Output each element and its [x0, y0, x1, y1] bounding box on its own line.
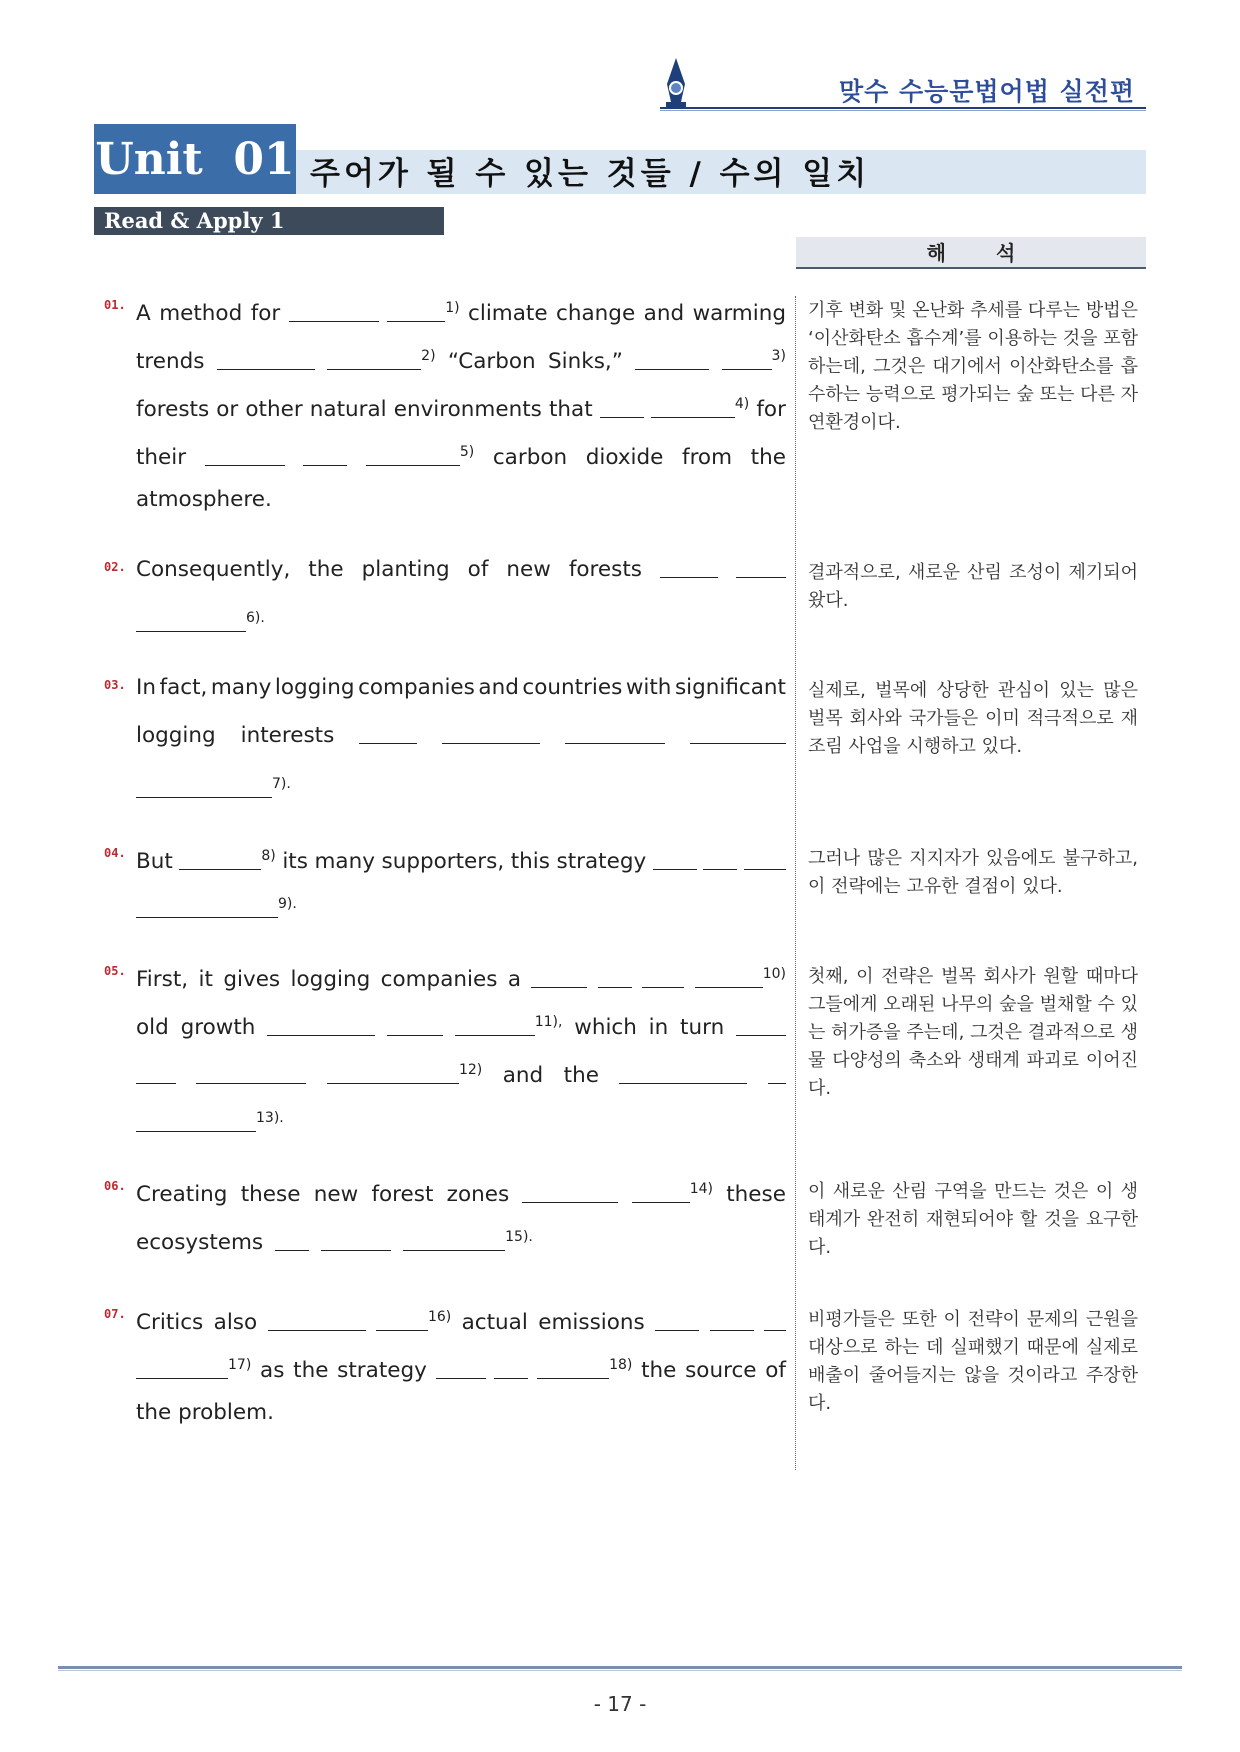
item-number: 07.	[104, 1307, 126, 1321]
word: these	[726, 1182, 786, 1207]
word: First,	[136, 967, 189, 992]
word: with	[625, 675, 672, 700]
item-number: 04.	[104, 846, 126, 860]
question-line	[136, 1094, 786, 1142]
word: strategy	[337, 1358, 427, 1383]
translation-text: 결과적으로, 새로운 산림 조성이 제기되어 왔다.	[808, 562, 1138, 611]
answer-blank[interactable]: 5)	[366, 428, 474, 482]
word: many	[210, 675, 272, 700]
question-line	[136, 1165, 786, 1213]
word: their	[136, 445, 187, 470]
item-number: 03.	[104, 678, 126, 692]
word: natural	[309, 397, 387, 422]
question-text	[136, 546, 786, 642]
question-text	[136, 1293, 786, 1437]
answer-blank[interactable]	[653, 838, 697, 886]
word: or	[216, 397, 239, 422]
word: companies	[380, 967, 498, 992]
word: growth	[180, 1015, 256, 1040]
answer-blank[interactable]	[275, 1219, 309, 1267]
word: Creating	[136, 1182, 228, 1207]
answer-blank[interactable]	[196, 1052, 306, 1100]
book-title: 맞수 수능문법어법 실전편	[838, 77, 1135, 106]
word: trends	[136, 349, 205, 374]
word: countries	[522, 675, 623, 700]
question-line	[136, 664, 786, 712]
answer-blank[interactable]	[531, 956, 587, 1004]
word: of	[467, 557, 489, 582]
answer-blank[interactable]	[690, 712, 786, 760]
answer-blank[interactable]	[635, 338, 709, 386]
answer-blank[interactable]	[321, 1219, 391, 1267]
item-number: 06.	[104, 1179, 126, 1193]
answer-blank[interactable]: 15).	[403, 1213, 533, 1267]
footer-rule-thin	[58, 1670, 1182, 1671]
word: zones	[446, 1182, 510, 1207]
word: interests	[240, 723, 335, 748]
answer-blank[interactable]	[268, 1299, 366, 1347]
word: it	[198, 967, 213, 992]
answer-blank[interactable]	[494, 1347, 528, 1395]
answer-blank[interactable]: 9).	[136, 880, 297, 934]
section-label: Read & Apply 1	[94, 207, 444, 235]
answer-blank[interactable]	[642, 956, 684, 1004]
word: that	[548, 397, 593, 422]
question-line	[136, 832, 786, 880]
word: Critics	[136, 1310, 204, 1335]
question-line	[136, 380, 786, 428]
answer-blank[interactable]	[598, 956, 632, 1004]
page-number: - 17 -	[593, 1692, 647, 1716]
word: other	[245, 397, 303, 422]
question-line	[136, 1046, 786, 1094]
answer-blank[interactable]: 11),	[455, 998, 563, 1052]
word: ecosystems	[136, 1230, 264, 1255]
word: gives	[223, 967, 281, 992]
word: and	[643, 301, 685, 326]
word: the	[641, 1358, 677, 1383]
answer-blank[interactable]	[565, 712, 665, 760]
question-text	[136, 832, 786, 928]
question-line	[136, 1389, 786, 1437]
question-line	[136, 760, 786, 808]
question-line	[136, 880, 786, 928]
word: Consequently,	[136, 557, 291, 582]
word: for	[756, 397, 786, 422]
word: warming	[692, 301, 786, 326]
word: the	[293, 1358, 329, 1383]
answer-blank[interactable]: 7).	[136, 760, 291, 814]
word: for	[250, 301, 281, 326]
word: turn	[680, 1015, 725, 1040]
word: the problem.	[136, 1400, 274, 1425]
word: the	[750, 445, 786, 470]
answer-blank[interactable]	[764, 1299, 786, 1347]
header-rule-thin	[660, 110, 1146, 111]
answer-blank[interactable]	[442, 712, 540, 760]
column-divider	[795, 296, 796, 1470]
answer-blank[interactable]	[136, 1052, 176, 1100]
answer-blank[interactable]: 4)	[651, 380, 749, 434]
answer-blank[interactable]	[359, 712, 417, 760]
word: logging	[274, 675, 355, 700]
answer-blank[interactable]	[768, 1052, 786, 1100]
word: which	[574, 1015, 637, 1040]
translation-text: 첫째, 이 전략은 벌목 회사가 원할 때마다 그들에게 오래된 나무의 숲을 벌채할 수 있는 허가증을 주는데, 그것은 결과적으로 생물 다양성의 축소와 생태계 파괴로 이어진다.	[808, 966, 1138, 1099]
translation-text: 기후 변화 및 온난화 추세를 다루는 방법은 ‘이산화탄소 흡수계’를 이용하는 것을 포함하는데, 그것은 대기에서 이산화탄소를 흡수하는 능력으로 평가되는 숲 또는 다른 자연환경이다.	[808, 300, 1138, 433]
word: the	[563, 1063, 599, 1088]
answer-blank[interactable]	[205, 434, 285, 482]
question-text	[136, 664, 786, 808]
question-text	[136, 1165, 786, 1261]
word: as	[260, 1358, 285, 1383]
answer-blank[interactable]	[436, 1347, 486, 1395]
translation-text: 이 새로운 산림 구역을 만드는 것은 이 생태계가 완전히 재현되어야 할 것을 요구한다.	[808, 1181, 1138, 1258]
question-line	[136, 546, 786, 594]
word: planting	[361, 557, 450, 582]
word: companies	[358, 675, 475, 700]
answer-blank[interactable]: 12)	[327, 1046, 482, 1100]
question-line	[136, 594, 786, 642]
word: But	[136, 849, 173, 874]
answer-blank[interactable]	[655, 1299, 699, 1347]
word: emissions	[538, 1310, 645, 1335]
translation-text: 그러나 많은 지지자가 있음에도 불구하고, 이 전략에는 고유한 결점이 있다.	[808, 848, 1138, 897]
pen-nib-globe-logo	[663, 58, 689, 108]
word: these	[240, 1182, 301, 1207]
question-line	[136, 476, 786, 524]
answer-blank[interactable]	[217, 338, 315, 386]
answer-blank[interactable]	[736, 1004, 786, 1052]
word: logging	[136, 723, 216, 748]
answer-blank[interactable]: 8)	[179, 832, 275, 886]
answer-blank[interactable]	[289, 290, 379, 338]
word: its	[282, 849, 308, 874]
question-line	[136, 284, 786, 332]
answer-blank[interactable]: 16)	[376, 1293, 451, 1347]
word: old	[136, 1015, 169, 1040]
item-number: 02.	[104, 560, 126, 574]
word: actual	[461, 1310, 528, 1335]
word: new	[313, 1182, 359, 1207]
answer-blank[interactable]	[703, 838, 737, 886]
answer-blank[interactable]	[710, 1299, 754, 1347]
word: and	[502, 1063, 544, 1088]
answer-blank[interactable]: 6).	[136, 594, 265, 648]
word: climate	[468, 301, 548, 326]
question-line	[136, 998, 786, 1046]
answer-blank[interactable]: 2)	[327, 332, 435, 386]
word: Sinks,”	[548, 349, 623, 374]
answer-blank[interactable]: 14)	[632, 1165, 713, 1219]
word: logging	[290, 967, 371, 992]
word: many	[314, 849, 375, 874]
answer-blank[interactable]: 10)	[695, 950, 786, 1004]
answer-blank[interactable]	[660, 546, 718, 594]
word: a	[507, 967, 522, 992]
word: of	[765, 1358, 786, 1383]
answer-blank[interactable]	[744, 838, 786, 886]
question-line	[136, 1293, 786, 1341]
item-number: 01.	[104, 298, 126, 312]
answer-blank[interactable]: 18)	[537, 1341, 632, 1395]
question-text	[136, 950, 786, 1142]
question-line	[136, 1341, 786, 1389]
answer-blank[interactable]	[600, 386, 644, 434]
answer-blank[interactable]	[387, 1004, 443, 1052]
unit-title: 주어가 될 수 있는 것들 / 수의 일치	[310, 156, 871, 192]
word: significant	[674, 675, 786, 700]
answer-blank[interactable]: 17)	[136, 1341, 251, 1395]
word: strategy	[556, 849, 647, 874]
word: also	[213, 1310, 258, 1335]
word: source	[685, 1358, 757, 1383]
word: forest	[371, 1182, 434, 1207]
question-line	[136, 1213, 786, 1261]
word: the	[308, 557, 344, 582]
header-rule	[660, 107, 1146, 109]
word: from	[682, 445, 733, 470]
word: change	[556, 301, 636, 326]
question-line	[136, 712, 786, 760]
word: this	[510, 849, 550, 874]
word: fact,	[159, 675, 208, 700]
translation-text: 실제로, 벌목에 상당한 관심이 있는 많은 벌목 회사와 국가들은 이미 적극적으로 재조림 사업을 시행하고 있다.	[808, 680, 1138, 757]
word: new	[506, 557, 551, 582]
word: in	[648, 1015, 669, 1040]
word: In	[136, 675, 156, 700]
answer-blank[interactable]: 1)	[387, 284, 459, 338]
question-line	[136, 332, 786, 380]
answer-blank[interactable]	[736, 546, 786, 594]
item-number: 05.	[104, 964, 126, 978]
answer-blank[interactable]: 3)	[722, 332, 786, 386]
word: supporters,	[381, 849, 505, 874]
answer-blank[interactable]	[619, 1052, 747, 1100]
word: A	[136, 301, 151, 326]
word: forests	[568, 557, 642, 582]
footer-rule	[58, 1666, 1182, 1669]
word: environments	[393, 397, 542, 422]
question-text	[136, 284, 786, 524]
word: forests	[136, 397, 210, 422]
translation-header: 해석	[796, 237, 1146, 269]
word: and	[478, 675, 519, 700]
answer-blank[interactable]	[267, 1004, 375, 1052]
word: “Carbon	[447, 349, 536, 374]
unit-label: Unit 01	[94, 124, 296, 194]
answer-blank[interactable]: 13).	[136, 1094, 284, 1148]
word: atmosphere.	[136, 487, 272, 512]
word: dioxide	[585, 445, 664, 470]
word: method	[159, 301, 243, 326]
question-line	[136, 950, 786, 998]
translation-text: 비평가들은 또한 이 전략이 문제의 근원을 대상으로 하는 데 실패했기 때문에 실제로 배출이 줄어들지는 않을 것이라고 주장한다.	[808, 1309, 1138, 1414]
answer-blank[interactable]	[522, 1171, 618, 1219]
question-line	[136, 428, 786, 476]
word: carbon	[492, 445, 568, 470]
answer-blank[interactable]	[303, 434, 347, 482]
